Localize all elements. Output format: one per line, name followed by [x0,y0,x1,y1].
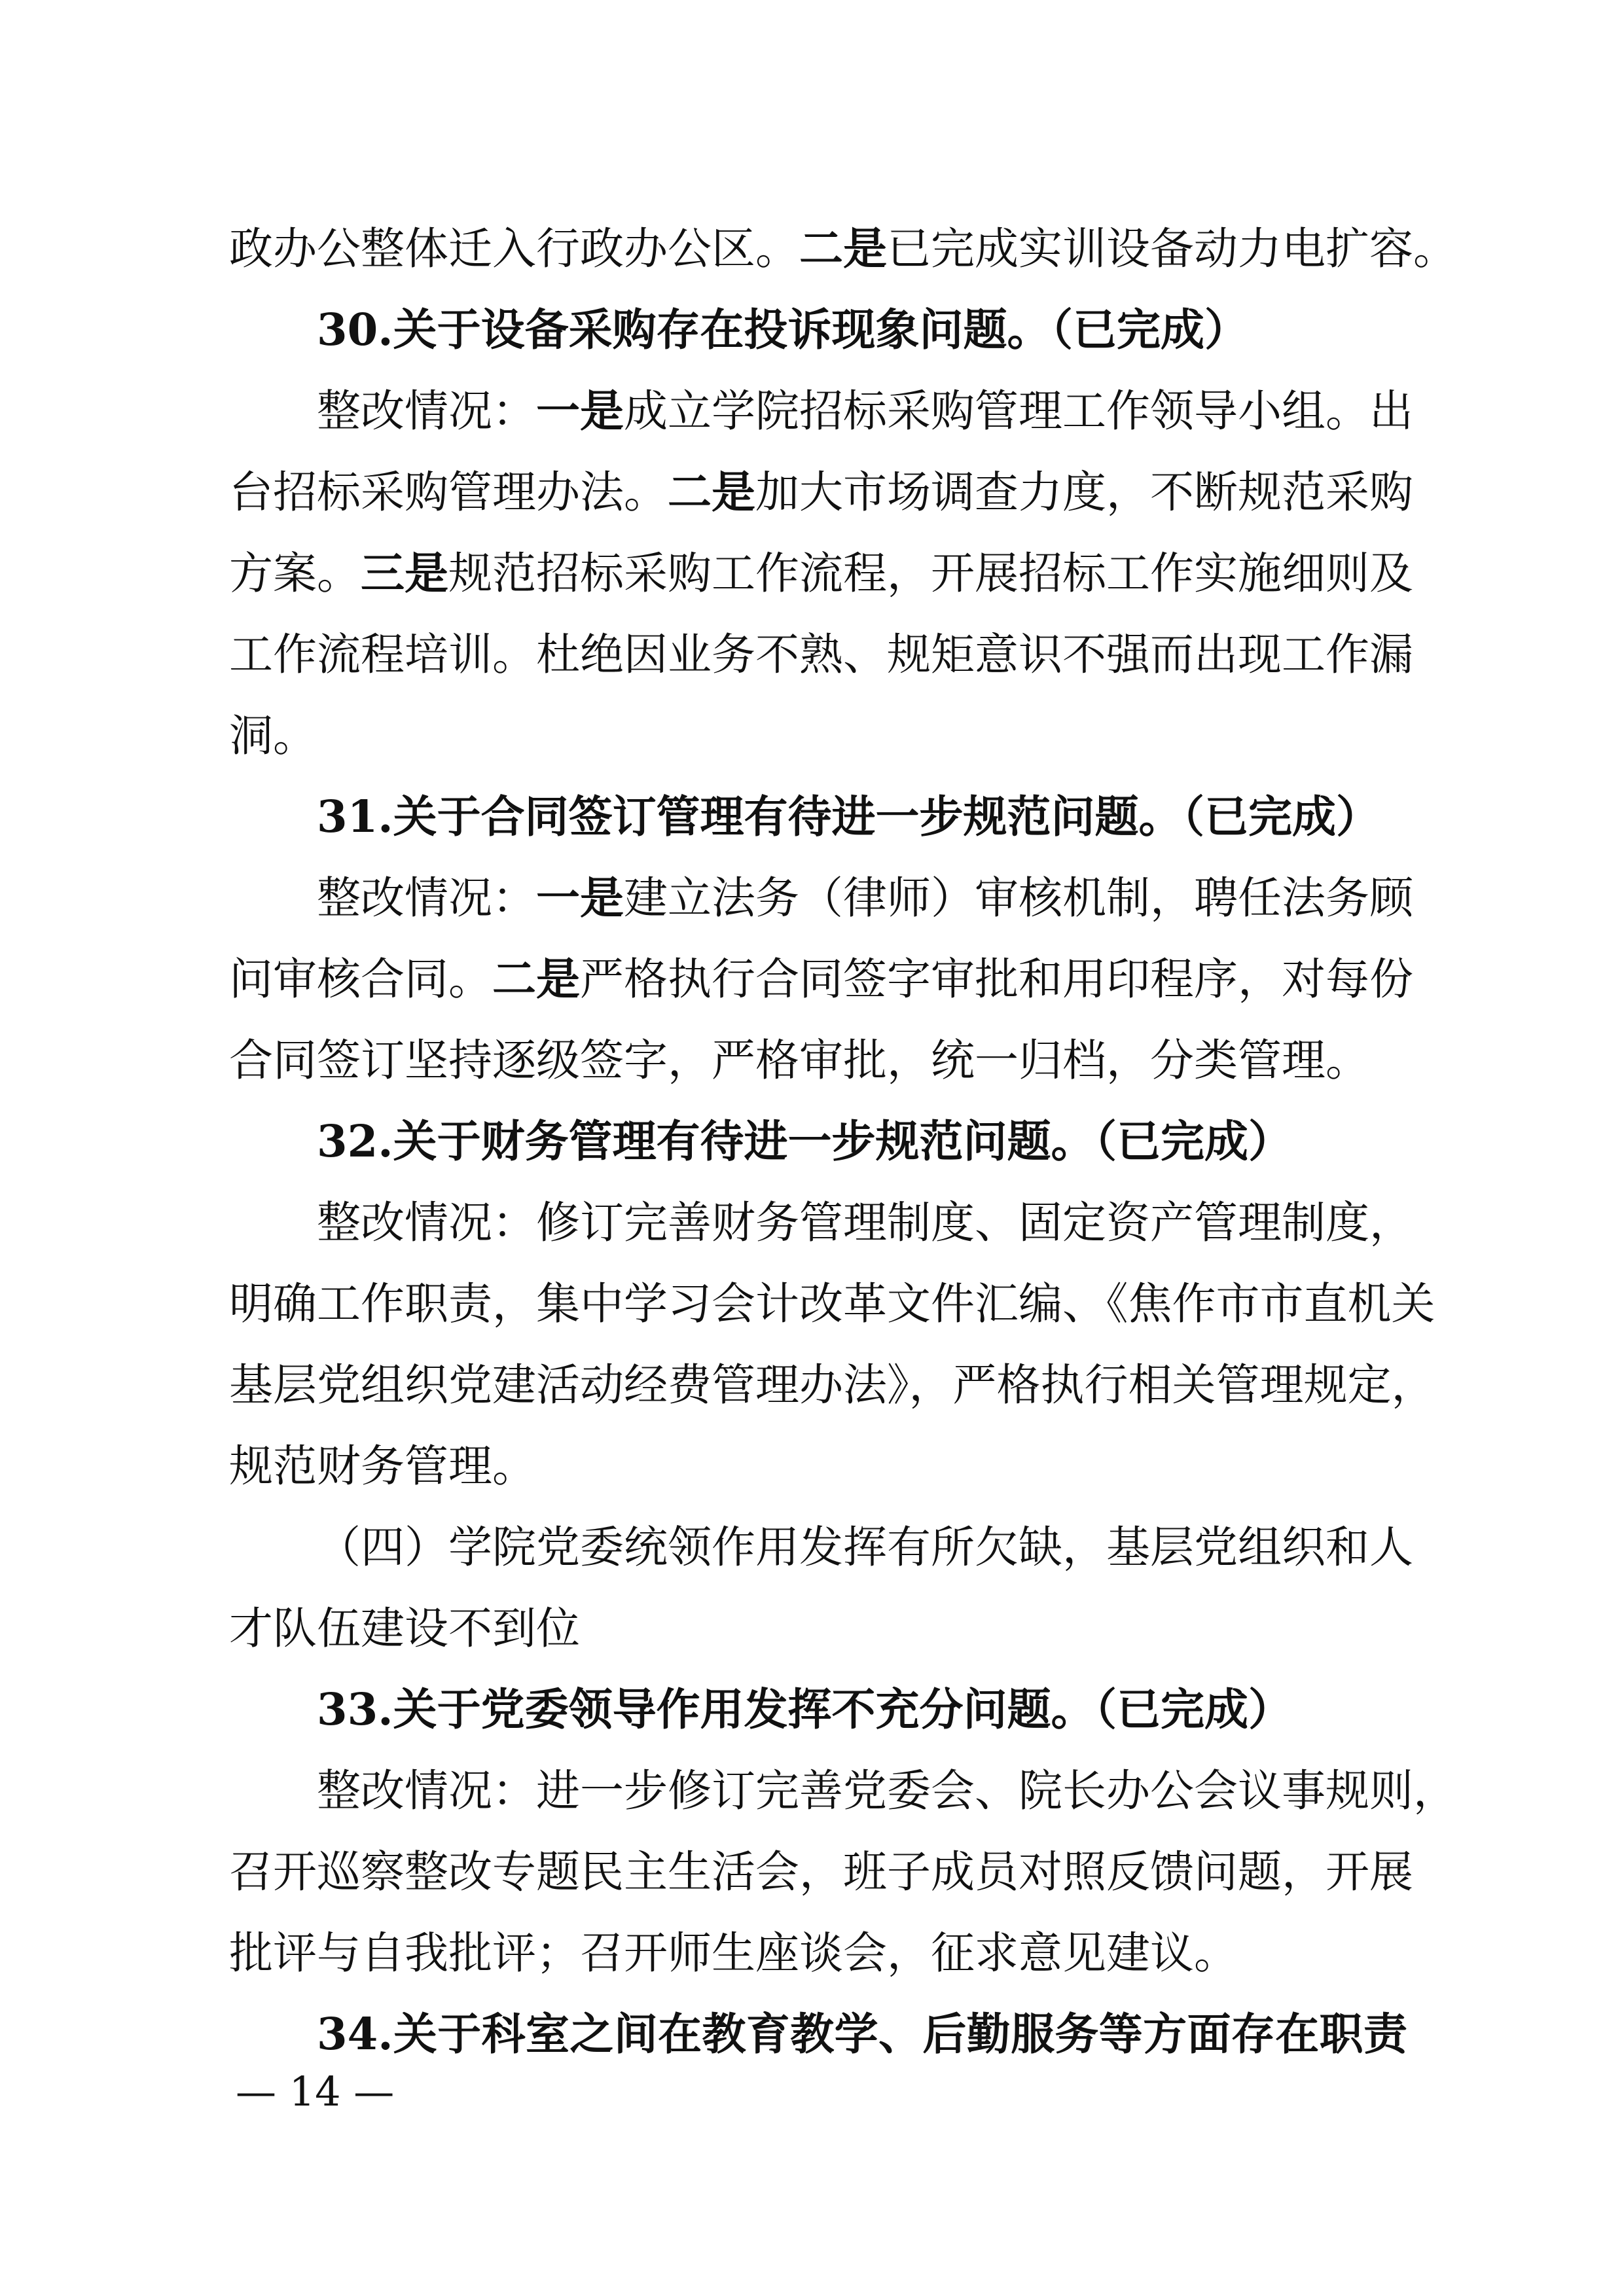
subsection-heading [317,1507,1413,1588]
lead-run: 一是 [536,385,624,437]
lead-run: 二是 [799,223,887,274]
lead-run: 二是 [668,466,755,518]
text-run: 洞。 [229,710,317,761]
text-run: 加大市场调查力度，不断规范采购 [755,467,1413,518]
subsection-heading-continued [229,1588,1407,1669]
text-run: 台招标采购管理办法。 [229,467,668,518]
section-heading [317,1994,1407,2075]
text-line [229,1831,1413,1912]
subsection-text: （四）学院党委统领作用发挥有所欠缺，基层党组织和人 [317,1522,1413,1573]
text-run: 合同签订坚持逐级签字，严格审批，统一归档，分类管理。 [229,1035,1369,1086]
text-line [229,1426,1407,1507]
section-heading [317,1101,1407,1182]
heading-text: 31.关于合同签订管理有待进一步规范问题。（已完成） [317,791,1380,842]
text-line [229,1344,1435,1426]
text-run: 政办公整体迁入行政办公区。 [229,223,799,274]
text-line [317,857,1413,939]
section-heading [317,1669,1407,1750]
text-run: 整改情况：修订完善财务管理制度、固定资产管理制度， [317,1197,1413,1248]
text-line [229,208,1457,289]
lead-run: 三是 [361,547,448,599]
text-line [317,1750,1457,1831]
subsection-text: 才队伍建设不到位 [229,1603,580,1654]
page-number: — 14 — [236,2068,395,2115]
text-run: 召开巡察整改专题民主生活会，班子成员对照反馈问题，开展 [229,1846,1413,1897]
lead-run: 二是 [492,953,580,1005]
heading-text: 30.关于设备采购存在投诉现象问题。（已完成） [317,304,1249,355]
text-run: 批评与自我批评；召开师生座谈会，征求意见建议。 [229,1928,1238,1979]
text-run: 严格执行合同签字审批和用印程序，对每份 [580,954,1413,1005]
section-heading [317,289,1407,370]
text-run: 建立法务（律师）审核机制，聘任法务顾 [624,872,1413,924]
text-line [229,1263,1435,1344]
text-line [317,370,1413,452]
heading-text: 32.关于财务管理有待进一步规范问题。（已完成） [317,1115,1293,1167]
text-run: 已完成实训设备动力电扩容。 [887,223,1457,274]
text-run: 成立学院招标采购管理工作领导小组。出 [624,386,1413,437]
text-run: 明确工作职责，集中学习会计改革文件汇编、《焦作市市直机关 [229,1278,1435,1329]
text-line [229,452,1413,533]
lead-run: 一是 [536,872,624,924]
section-heading [317,776,1407,857]
text-line [229,533,1413,614]
text-run: 整改情况： [317,386,536,437]
heading-text: 34.关于科室之间在教育教学、后勤服务等方面存在职责 [317,2008,1407,2060]
text-line [229,695,1407,776]
text-run: 问审核合同。 [229,954,492,1005]
text-run: 规范财务管理。 [229,1441,536,1492]
text-run: 工作流程培训。杜绝因业务不熟、规矩意识不强而出现工作漏 [229,629,1413,680]
text-run: 方案。 [229,548,361,599]
text-line [229,939,1413,1020]
text-line [317,1182,1413,1263]
heading-text: 33.关于党委领导作用发挥不充分问题。（已完成） [317,1683,1293,1735]
text-run: 基层党组织党建活动经费管理办法》，严格执行相关管理规定， [229,1359,1435,1410]
text-line [229,614,1413,695]
text-line [229,1912,1407,1994]
text-run: 整改情况：进一步修订完善党委会、院长办公会议事规则， [317,1765,1457,1816]
text-run: 规范招标采购工作流程，开展招标工作实施细则及 [448,548,1413,599]
text-run: 整改情况： [317,872,536,924]
text-line [229,1020,1407,1101]
